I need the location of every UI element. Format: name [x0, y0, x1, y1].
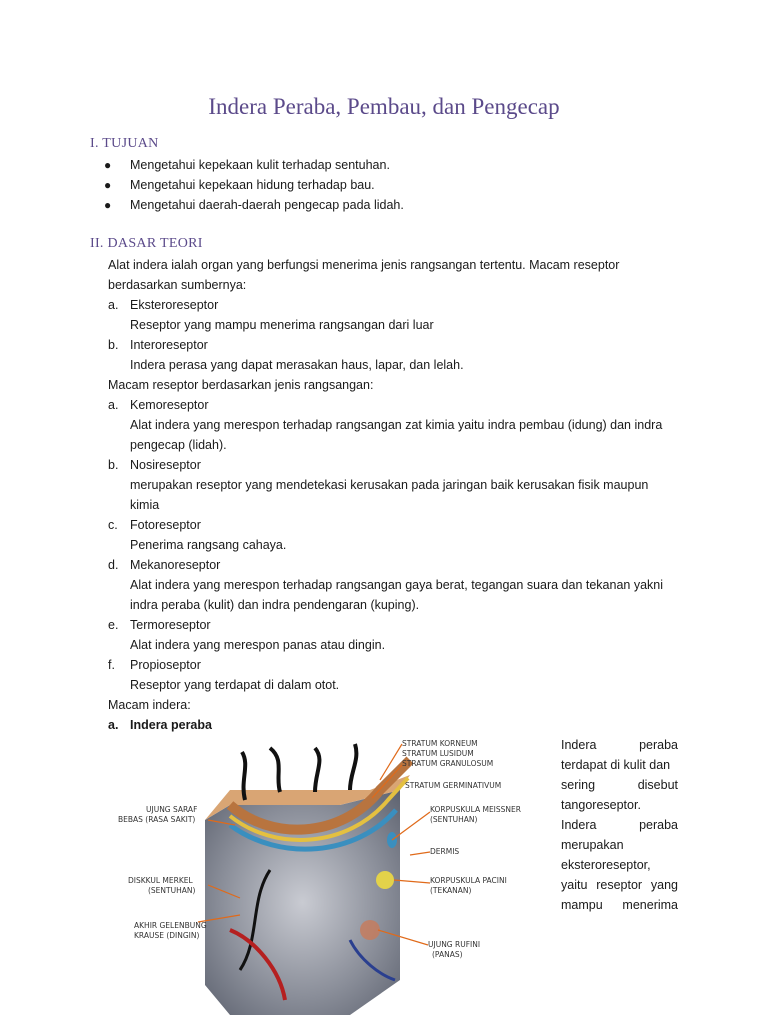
- list-marker: b.: [108, 458, 119, 472]
- list-item-name: Indera peraba: [130, 718, 212, 732]
- list-item-desc: Indera perasa yang dapat merasakan haus, lapar, dan lelah.: [130, 358, 464, 372]
- skin-cross-section-diagram: [110, 730, 530, 1020]
- label-ruffini: UJUNG RUFINI: [428, 940, 481, 949]
- label-stratum-lusidum: STRATUM LUSIDUM: [402, 749, 474, 758]
- list-marker: f.: [108, 658, 115, 672]
- label-ujung-saraf: UJUNG SARAF: [146, 805, 198, 814]
- dermis-block: [205, 790, 400, 1015]
- list-marker: a.: [108, 298, 119, 312]
- pacini-corpuscle: [376, 871, 394, 889]
- label-meissner-2: (SENTUHAN): [430, 815, 478, 824]
- ruffini-ending: [360, 920, 380, 940]
- list-marker: a.: [108, 718, 119, 732]
- list-item-desc: Alat indera yang merespon panas atau dingin.: [130, 638, 386, 652]
- label-merkel: DISKKUL MERKEL: [128, 876, 193, 885]
- list-marker: e.: [108, 618, 119, 632]
- list-item-desc: Reseptor yang terdapat di dalam otot.: [130, 678, 340, 692]
- side-line: Indera peraba: [561, 738, 678, 752]
- label-merkel-2: (SENTUHAN): [148, 886, 196, 895]
- section-heading-dasar-teori: II. DASAR TEORI: [90, 236, 203, 251]
- bullet-icon: ●: [104, 158, 112, 172]
- side-line: sering disebut: [561, 778, 678, 792]
- list-item-desc: Alat indera yang merespon terhadap rangsangan gaya berat, tegangan suara dan tekanan yakni: [130, 578, 664, 592]
- paragraph-line: Alat indera ialah organ yang berfungsi menerima jenis rangsangan tertentu. Macam reseptor: [108, 258, 620, 272]
- list-item-name: Kemoreseptor: [130, 398, 209, 412]
- hair-strand: [270, 748, 280, 792]
- list-item: Mengetahui kepekaan hidung terhadap bau.: [130, 178, 375, 192]
- side-line: terdapat di kulit dan: [561, 758, 671, 772]
- list-item-name: Interoreseptor: [130, 338, 208, 352]
- list-item-desc: pengecap (lidah).: [130, 438, 227, 452]
- list-item-name: Eksteroreseptor: [130, 298, 219, 312]
- list-item-name: Nosireseptor: [130, 458, 201, 472]
- label-meissner: KORPUSKULA MEISSNER: [430, 805, 521, 814]
- list-item-desc: kimia: [130, 498, 160, 512]
- list-item-desc: Reseptor yang mampu menerima rangsangan dari luar: [130, 318, 434, 332]
- list-marker: c.: [108, 518, 118, 532]
- label-pacini-2: (TEKANAN): [430, 886, 472, 895]
- label-krause-2: KRAUSE (DINGIN): [134, 931, 200, 940]
- list-marker: b.: [108, 338, 119, 352]
- label-ruffini-2: (PANAS): [432, 950, 463, 959]
- hair-strand: [350, 744, 356, 790]
- list-item: Mengetahui kepekaan kulit terhadap sentuhan.: [130, 158, 390, 172]
- hair-strand: [315, 748, 319, 792]
- side-line: merupakan: [561, 838, 624, 852]
- hair-strand: [242, 752, 245, 800]
- label-stratum-granulosum: STRATUM GRANULOSUM: [402, 759, 494, 768]
- label-ujung-saraf-2: BEBAS (RASA SAKIT): [118, 815, 196, 824]
- side-line: eksteroreseptor,: [561, 858, 651, 872]
- list-item-name: Propioseptor: [130, 658, 201, 672]
- label-stratum-korneum: STRATUM KORNEUM: [402, 739, 478, 748]
- page-title: Indera Peraba, Pembau, dan Pengecap: [208, 94, 560, 119]
- section-heading-tujuan: I. TUJUAN: [90, 136, 159, 151]
- list-item: Mengetahui daerah-daerah pengecap pada lidah.: [130, 198, 404, 212]
- side-line: mampu menerima: [561, 898, 678, 912]
- paragraph-line: Macam reseptor berdasarkan jenis rangsangan:: [108, 378, 374, 392]
- side-line: yaitu reseptor yang: [561, 878, 678, 892]
- list-marker: a.: [108, 398, 119, 412]
- paragraph-line: berdasarkan sumbernya:: [108, 278, 247, 292]
- paragraph-line: Macam indera:: [108, 698, 191, 712]
- side-line: tangoreseptor.: [561, 798, 641, 812]
- label-dermis: DERMIS: [430, 847, 460, 856]
- bullet-icon: ●: [104, 178, 112, 192]
- list-item-desc: indra peraba (kulit) dan indra pendengaran (kuping).: [130, 598, 420, 612]
- list-marker: d.: [108, 558, 119, 572]
- label-stratum-germinativum: STRATUM GERMINATIVUM: [405, 781, 502, 790]
- label-pacini: KORPUSKULA PACINI: [430, 876, 507, 885]
- list-item-name: Fotoreseptor: [130, 518, 201, 532]
- label-krause: AKHIR GELENBUNG: [134, 921, 207, 930]
- list-item-name: Termoreseptor: [130, 618, 211, 632]
- side-line: Indera peraba: [561, 818, 678, 832]
- list-item-name: Mekanoreseptor: [130, 558, 221, 572]
- list-item-desc: Penerima rangsang cahaya.: [130, 538, 287, 552]
- list-item-desc: merupakan reseptor yang mendetekasi kerusakan pada jaringan baik kerusakan fisik maupun: [130, 478, 649, 492]
- bullet-icon: ●: [104, 198, 112, 212]
- list-item-desc: Alat indera yang merespon terhadap rangsangan zat kimia yaitu indra pembau (idung) dan indra: [130, 418, 663, 432]
